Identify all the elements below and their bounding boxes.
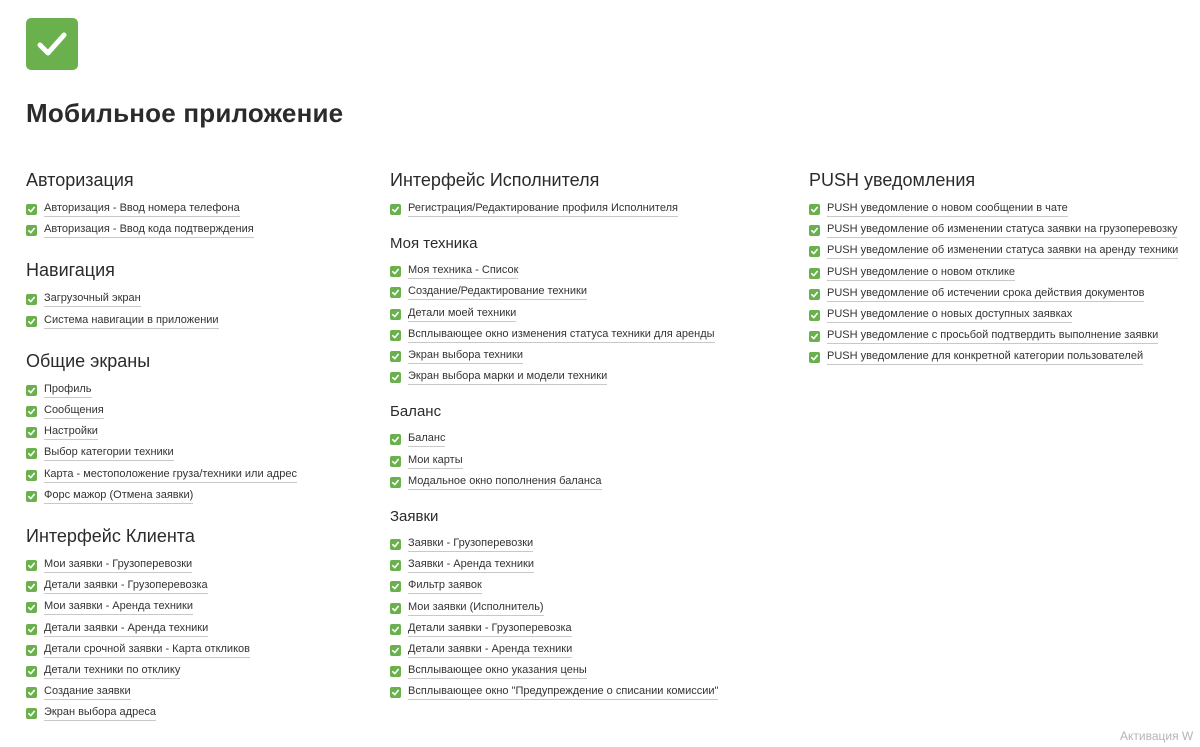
item-list bbox=[26, 199, 366, 241]
item-link[interactable]: Моя техника - Список bbox=[408, 264, 518, 279]
item-link[interactable]: Мои заявки (Исполнитель) bbox=[408, 601, 544, 616]
item-link[interactable]: Загрузочный экран bbox=[44, 292, 141, 307]
checkbox-checked-icon[interactable] bbox=[390, 351, 401, 362]
item-link[interactable]: Баланс bbox=[408, 432, 445, 447]
list-item[interactable] bbox=[390, 576, 790, 597]
item-link[interactable]: Всплывающее окно "Предупреждение о списании комиссии" bbox=[408, 685, 718, 700]
list-item[interactable] bbox=[390, 619, 790, 640]
list-item[interactable] bbox=[26, 618, 366, 639]
checkbox-checked-icon[interactable] bbox=[26, 385, 37, 396]
checkbox-checked-icon[interactable] bbox=[390, 581, 401, 592]
list-item[interactable] bbox=[26, 576, 366, 597]
checkbox-checked-icon[interactable] bbox=[390, 456, 401, 467]
list-item[interactable] bbox=[390, 367, 790, 388]
item-link[interactable]: Экран выбора адреса bbox=[44, 706, 156, 721]
item-link[interactable]: Детали заявки - Аренда техники bbox=[408, 643, 572, 658]
activation-watermark: Активация W bbox=[1120, 729, 1194, 743]
section-title: Общие экраны bbox=[26, 350, 151, 371]
item-list bbox=[390, 534, 790, 704]
list-item[interactable] bbox=[26, 199, 366, 220]
list-item[interactable] bbox=[26, 220, 366, 241]
checkbox-checked-icon[interactable] bbox=[809, 310, 820, 321]
item-link[interactable]: PUSH уведомление об изменении статуса заявки на грузоперевозку bbox=[827, 223, 1177, 238]
checkbox-checked-icon[interactable] bbox=[809, 204, 820, 215]
item-link[interactable]: Настройки bbox=[44, 425, 98, 440]
list-item[interactable] bbox=[26, 682, 366, 703]
checkbox-checked-icon[interactable] bbox=[390, 645, 401, 656]
list-item[interactable] bbox=[390, 555, 790, 576]
item-list bbox=[390, 429, 790, 493]
item-link[interactable]: Заявки - Аренда техники bbox=[408, 558, 534, 573]
checkbox-checked-icon[interactable] bbox=[809, 289, 820, 300]
item-link[interactable]: Экран выбора техники bbox=[408, 349, 523, 364]
item-list bbox=[390, 261, 790, 388]
section-title: Интерфейс Клиента bbox=[26, 525, 195, 546]
checkbox-checked-icon[interactable] bbox=[809, 225, 820, 236]
checkbox-checked-icon[interactable] bbox=[26, 624, 37, 635]
item-link[interactable]: PUSH уведомление о новом отклике bbox=[827, 266, 1015, 281]
item-list bbox=[26, 555, 366, 725]
item-link[interactable]: Фильтр заявок bbox=[408, 579, 482, 594]
item-link[interactable]: Детали заявки - Аренда техники bbox=[44, 622, 208, 637]
item-link[interactable]: Профиль bbox=[44, 383, 92, 398]
item-link[interactable]: Модальное окно пополнения баланса bbox=[408, 475, 602, 490]
checkbox-checked-icon[interactable] bbox=[390, 309, 401, 320]
item-link[interactable]: Детали заявки - Грузоперевозка bbox=[44, 579, 208, 594]
checkbox-checked-icon[interactable] bbox=[26, 491, 37, 502]
item-link[interactable]: Авторизация - Ввод номера телефона bbox=[44, 202, 240, 217]
section-client-interface bbox=[26, 524, 366, 725]
checkbox-checked-icon[interactable] bbox=[390, 539, 401, 550]
item-link[interactable]: Форс мажор (Отмена заявки) bbox=[44, 489, 193, 504]
list-item[interactable] bbox=[809, 199, 1189, 220]
item-link[interactable]: Выбор категории техники bbox=[44, 446, 174, 461]
column-1 bbox=[26, 168, 366, 724]
checkbox-checked-icon[interactable] bbox=[390, 266, 401, 277]
item-list bbox=[26, 380, 366, 507]
list-item[interactable] bbox=[390, 429, 790, 450]
checkbox-checked-icon[interactable] bbox=[390, 666, 401, 677]
list-item[interactable] bbox=[809, 347, 1189, 368]
item-link[interactable]: PUSH уведомление для конкретной категории пользователей bbox=[827, 350, 1143, 365]
item-link[interactable]: Заявки - Грузоперевозки bbox=[408, 537, 533, 552]
item-link[interactable]: Сообщения bbox=[44, 404, 104, 419]
list-item[interactable] bbox=[390, 304, 790, 325]
checkbox-checked-icon[interactable] bbox=[26, 645, 37, 656]
list-item[interactable] bbox=[26, 443, 366, 464]
list-item[interactable] bbox=[809, 284, 1189, 305]
list-item[interactable] bbox=[390, 597, 790, 618]
list-item[interactable] bbox=[390, 346, 790, 367]
list-item[interactable] bbox=[26, 422, 366, 443]
section-title: Заявки bbox=[390, 507, 439, 525]
checkbox-checked-icon[interactable] bbox=[26, 708, 37, 719]
section-authorization bbox=[26, 168, 366, 241]
item-link[interactable]: Создание заявки bbox=[44, 685, 131, 700]
column-2 bbox=[390, 168, 790, 703]
page-checkmark-icon bbox=[26, 18, 78, 70]
section-navigation bbox=[26, 258, 366, 331]
section-common-screens bbox=[26, 349, 366, 507]
list-item[interactable] bbox=[26, 401, 366, 422]
checkbox-checked-icon[interactable] bbox=[26, 316, 37, 327]
section-my-equipment bbox=[390, 234, 790, 388]
list-item[interactable] bbox=[26, 640, 366, 661]
checkbox-checked-icon[interactable] bbox=[809, 268, 820, 279]
checkbox-checked-icon[interactable] bbox=[26, 225, 37, 236]
list-item[interactable] bbox=[390, 640, 790, 661]
checkbox-checked-icon[interactable] bbox=[26, 560, 37, 571]
checkbox-checked-icon[interactable] bbox=[26, 666, 37, 677]
list-item[interactable] bbox=[26, 661, 366, 682]
section-title: Баланс bbox=[390, 403, 442, 421]
checkbox-checked-icon[interactable] bbox=[26, 448, 37, 459]
item-link[interactable]: PUSH уведомление о новых доступных заявках bbox=[827, 308, 1072, 323]
item-list bbox=[390, 199, 790, 220]
checkmark-icon bbox=[34, 26, 70, 62]
checkbox-checked-icon[interactable] bbox=[390, 204, 401, 215]
item-link[interactable]: Мои карты bbox=[408, 454, 463, 469]
item-link[interactable]: Всплывающее окно указания цены bbox=[408, 664, 587, 679]
list-item[interactable] bbox=[390, 199, 790, 220]
section-balance bbox=[390, 402, 790, 493]
list-item[interactable] bbox=[390, 472, 790, 493]
section-title: PUSH уведомления bbox=[809, 170, 976, 190]
item-link[interactable]: Мои заявки - Аренда техники bbox=[44, 600, 193, 615]
section-orders bbox=[390, 507, 790, 704]
checkbox-checked-icon[interactable] bbox=[809, 246, 820, 257]
item-link[interactable]: Детали техники по отклику bbox=[44, 664, 180, 679]
item-link[interactable]: Детали моей техники bbox=[408, 307, 516, 322]
list-item[interactable] bbox=[390, 282, 790, 303]
page-title: Мобильное приложение bbox=[26, 98, 344, 128]
list-item[interactable] bbox=[809, 305, 1189, 326]
item-link[interactable]: Детали заявки - Грузоперевозка bbox=[408, 622, 572, 637]
list-item[interactable] bbox=[26, 597, 366, 618]
list-item[interactable] bbox=[809, 241, 1189, 262]
section-title: Авторизация bbox=[26, 170, 134, 190]
column-3 bbox=[809, 168, 1189, 369]
item-link[interactable]: Всплывающее окно изменения статуса техники для аренды bbox=[408, 328, 715, 343]
section-push-notifications bbox=[809, 168, 1189, 369]
list-item[interactable] bbox=[390, 682, 790, 703]
checkbox-checked-icon[interactable] bbox=[26, 687, 37, 698]
item-link[interactable]: PUSH уведомление об изменении статуса заявки на аренду техники bbox=[827, 244, 1178, 259]
item-link[interactable]: PUSH уведомление об истечении срока действия документов bbox=[827, 287, 1144, 302]
checkbox-checked-icon[interactable] bbox=[390, 624, 401, 635]
checkbox-checked-icon[interactable] bbox=[26, 581, 37, 592]
item-link[interactable]: Создание/Редактирование техники bbox=[408, 285, 587, 300]
checkbox-checked-icon[interactable] bbox=[26, 427, 37, 438]
item-link[interactable]: Экран выбора марки и модели техники bbox=[408, 370, 607, 385]
checkbox-checked-icon[interactable] bbox=[390, 434, 401, 445]
section-title: Моя техника bbox=[390, 235, 478, 253]
list-item[interactable] bbox=[26, 703, 366, 724]
checkbox-checked-icon[interactable] bbox=[809, 352, 820, 363]
checkbox-checked-icon[interactable] bbox=[390, 477, 401, 488]
checkbox-checked-icon[interactable] bbox=[390, 372, 401, 383]
list-item[interactable] bbox=[26, 380, 366, 401]
checkbox-checked-icon[interactable] bbox=[390, 330, 401, 341]
list-item[interactable] bbox=[809, 220, 1189, 241]
list-item[interactable] bbox=[390, 325, 790, 346]
item-list bbox=[26, 289, 366, 331]
checkbox-checked-icon[interactable] bbox=[390, 287, 401, 298]
item-link[interactable]: Карта - местоположение груза/техники или адрес bbox=[44, 468, 297, 483]
item-link[interactable]: Система навигации в приложении bbox=[44, 314, 219, 329]
checkbox-checked-icon[interactable] bbox=[26, 204, 37, 215]
list-item[interactable] bbox=[26, 555, 366, 576]
list-item[interactable] bbox=[390, 261, 790, 282]
section-title: Навигация bbox=[26, 260, 115, 281]
item-list bbox=[809, 199, 1189, 369]
list-item[interactable] bbox=[26, 311, 366, 332]
checkbox-checked-icon[interactable] bbox=[26, 470, 37, 481]
section-executor-interface bbox=[390, 168, 790, 220]
list-item[interactable] bbox=[390, 661, 790, 682]
section-title: Интерфейс Исполнителя bbox=[390, 170, 600, 190]
checkbox-checked-icon[interactable] bbox=[26, 602, 37, 613]
item-link[interactable]: Авторизация - Ввод кода подтверждения bbox=[44, 223, 254, 238]
list-item[interactable] bbox=[390, 534, 790, 555]
item-link[interactable]: Детали срочной заявки - Карта откликов bbox=[44, 643, 250, 658]
list-item[interactable] bbox=[809, 263, 1189, 284]
checkbox-checked-icon[interactable] bbox=[390, 687, 401, 698]
item-link[interactable]: PUSH уведомление с просьбой подтвердить выполнение заявки bbox=[827, 329, 1158, 344]
list-item[interactable] bbox=[26, 486, 366, 507]
item-link[interactable]: Мои заявки - Грузоперевозки bbox=[44, 558, 192, 573]
item-link[interactable]: PUSH уведомление о новом сообщении в чате bbox=[827, 202, 1068, 217]
checkbox-checked-icon[interactable] bbox=[26, 406, 37, 417]
list-item[interactable] bbox=[26, 289, 366, 310]
list-item[interactable] bbox=[809, 326, 1189, 347]
list-item[interactable] bbox=[26, 465, 366, 486]
checkbox-checked-icon[interactable] bbox=[390, 560, 401, 571]
list-item[interactable] bbox=[390, 451, 790, 472]
item-link[interactable]: Регистрация/Редактирование профиля Исполнителя bbox=[408, 202, 678, 217]
checkbox-checked-icon[interactable] bbox=[390, 603, 401, 614]
checkbox-checked-icon[interactable] bbox=[26, 294, 37, 305]
checkbox-checked-icon[interactable] bbox=[809, 331, 820, 342]
